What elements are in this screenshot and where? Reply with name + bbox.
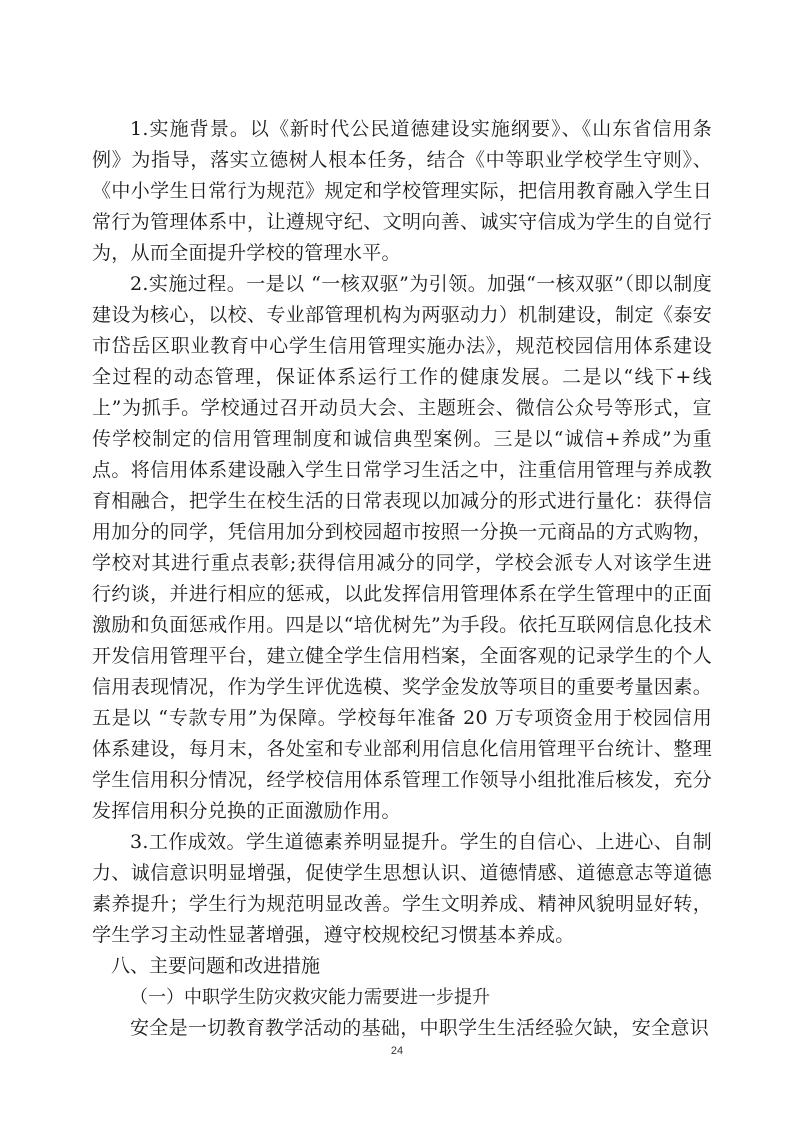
paragraph-work-results: 3.工作成效。学生道德素养明显提升。学生的自信心、上进心、自制力、诚信意识明显增强，促使学生思想认识、道德情感、道德意志等道德素养提升；学生行为规范明显改善。学生文明养成、精神风貌明显好转，学生学习主动性显著增强，遵守校规校纪习惯基本养成。 — [92, 831, 712, 946]
document-body — [92, 114, 712, 1044]
sub-heading: （一）中职学生防灾救灾能力需要进一步提升 — [130, 987, 490, 1008]
page-number: 24 — [390, 1045, 404, 1057]
paragraph-implementation-background: 1.实施背景。以《新时代公民道德建设实施纲要》、《山东省信用条例》为指导，落实立德树人根本任务，结合《中等职业学校学生守则》、《中小学生日常行为规范》规定和学校管理实际，把信用教育融入学生日常行为管理体系中，让遵规守纪、文明向善、诚实守信成为学生的自觉行为，从而全面提升学校的管理水平。 — [92, 118, 712, 264]
paragraph-safety: 安全是一切教育教学活动的基础，中职学生生活经验欠缺，安全意识 — [130, 1017, 710, 1039]
paragraph-implementation-process: 2.实施过程。一是以 “一核双驱”为引领。加强“一核双驱”（即以制度建设为核心，以校、专业部管理机构为两驱动力）机制建设，制定《泰安市岱岳区职业教育中心学生信用管理实施办法》，规范校园信用体系建设全过程的动态管理，保证体系运行工作的健康发展。二是以“线下+线上”为抓手。学校通过召开动员大会、主题班会、微信公众号等形式，宣传学校制定的信用管理制度和诚信典型案例。三是以“诚信+养成”为重点。将信用体系建设融入学生日常学习生活之中，注重信用管理与养成教育相融合，把学生在校生活的日常表现以加减分的形式进行量化：获得信用加分的同学，凭信用加分到校园超市按照一分换一元商品的方式购物，学校对其进行重点表彰;获得信用减分的同学，学校会派专人对该学生进行约谈，并进行相应的惩戒，以此发挥信用管理体系在学生管理中的正面激励和负面惩戒作用。四是以“培优树先”为手段。依托互联网信息化技术开发信用管理平台，建立健全学生信用档案，全面客观的记录学生的个人信用表现情况，作为学生评优选模、奖学金发放等项目的重要考量因素。五是以 “专款专用”为保障。学校每年准备 20 万专项资金用于校园信用体系建设，每月末，各处室和专业部利用信息化信用管理平台统计、整理学生信用积分情况，经学校信用体系管理工作领导小组批准后核发，充分发挥信用积分兑换的正面激励作用。 — [92, 273, 712, 822]
section-heading: 八、主要问题和改进措施 — [111, 955, 321, 977]
